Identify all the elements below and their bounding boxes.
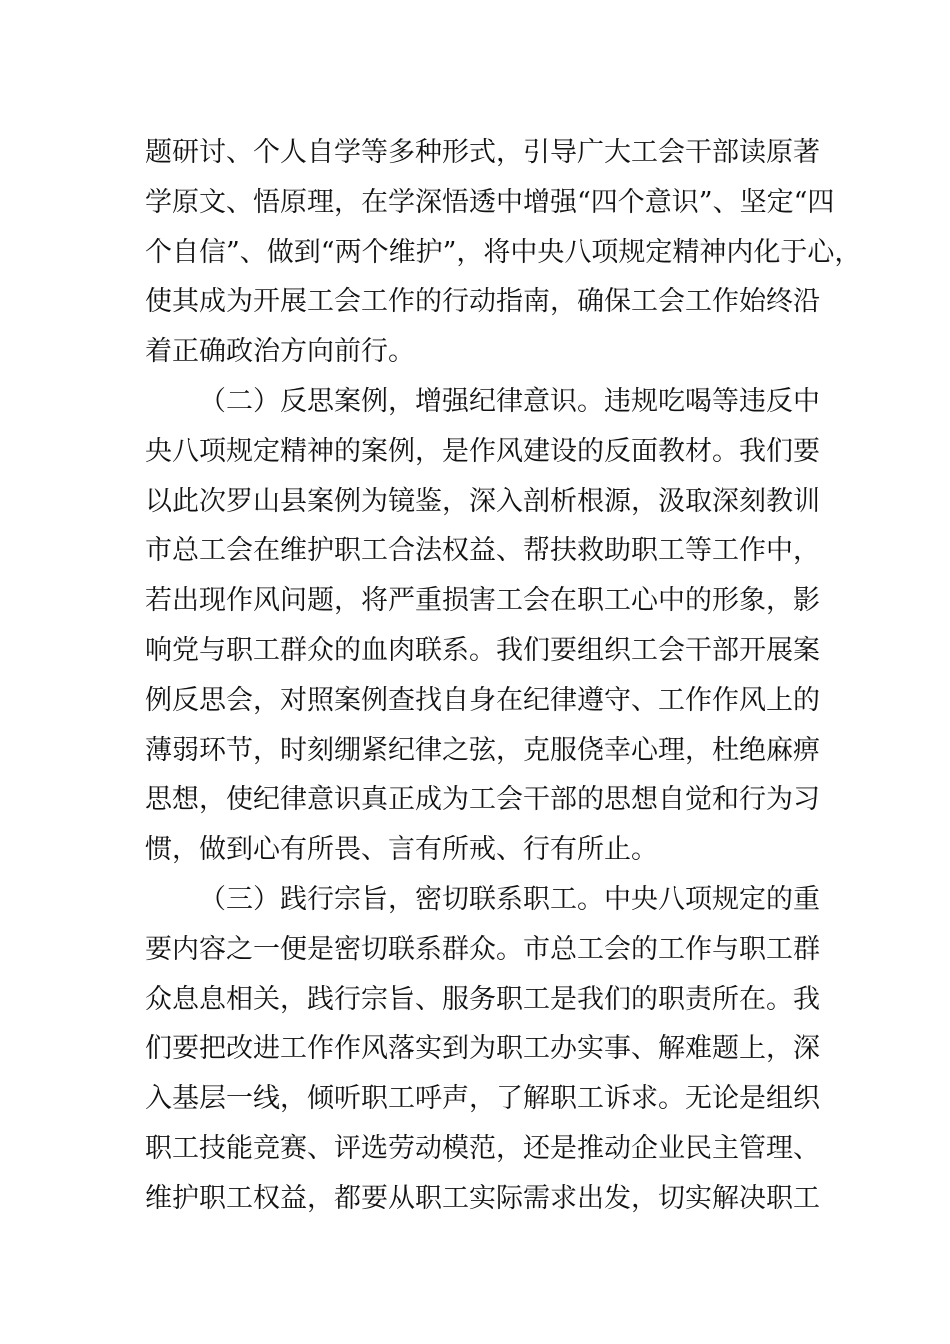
text-line: 若出现作风问题，将严重损害工会在职工心中的形象，影: [145, 585, 820, 617]
text-line: 以此次罗山县案例为镜鉴，深入剖析根源，汲取深刻教训: [145, 485, 820, 517]
text-line: 使其成为开展工会工作的行动指南，确保工会工作始终沿: [145, 286, 820, 318]
text-line: 学原文、悟原理，在学深悟透中增强“四个意识”、坚定“四: [145, 186, 835, 218]
text-line: 题研讨、个人自学等多种形式，引导广大工会干部读原著: [145, 137, 820, 168]
text-line: 央八项规定精神的案例，是作风建设的反面教材。我们要: [145, 435, 820, 467]
text-line: 响党与职工群众的血肉联系。我们要组织工会干部开展案: [145, 634, 820, 666]
body-text: [145, 128, 862, 1224]
text-line: 思想，使纪律意识真正成为工会干部的思想自觉和行为习: [145, 784, 820, 816]
text-line: 维护职工权益，都要从职工实际需求出发，切实解决职工: [145, 1182, 820, 1214]
text-line: 惯，做到心有所畏、言有所戒、行有所止。: [145, 834, 658, 866]
text-line: 们要把改进工作作风落实到为职工办实事、解难题上，深: [145, 1033, 820, 1065]
text-line: 着正确政治方向前行。: [145, 336, 415, 368]
text-line: 职工技能竞赛、评选劳动模范，还是推动企业民主管理、: [145, 1132, 820, 1164]
section-heading-line: （二）反思案例，增强纪律意识。违规吃喝等违反中: [199, 385, 820, 417]
text-line: 个自信”、做到“两个维护”，将中央八项规定精神内化于心，: [145, 236, 862, 268]
text-line: 薄弱环节，时刻绷紧纪律之弦，克服侥幸心理，杜绝麻痹: [145, 734, 820, 766]
text-line: 市总工会在维护职工合法权益、帮扶救助职工等工作中，: [145, 535, 820, 567]
text-line: 众息息相关，践行宗旨、服务职工是我们的职责所在。我: [145, 983, 820, 1015]
text-line: 入基层一线，倾听职工呼声，了解职工诉求。无论是组织: [145, 1083, 820, 1115]
text-line: 要内容之一便是密切联系群众。市总工会的工作与职工群: [145, 933, 820, 965]
section-heading-line: （三）践行宗旨，密切联系职工。中央八项规定的重: [199, 883, 820, 915]
text-line: 例反思会，对照案例查找自身在纪律遵守、工作作风上的: [145, 684, 820, 716]
